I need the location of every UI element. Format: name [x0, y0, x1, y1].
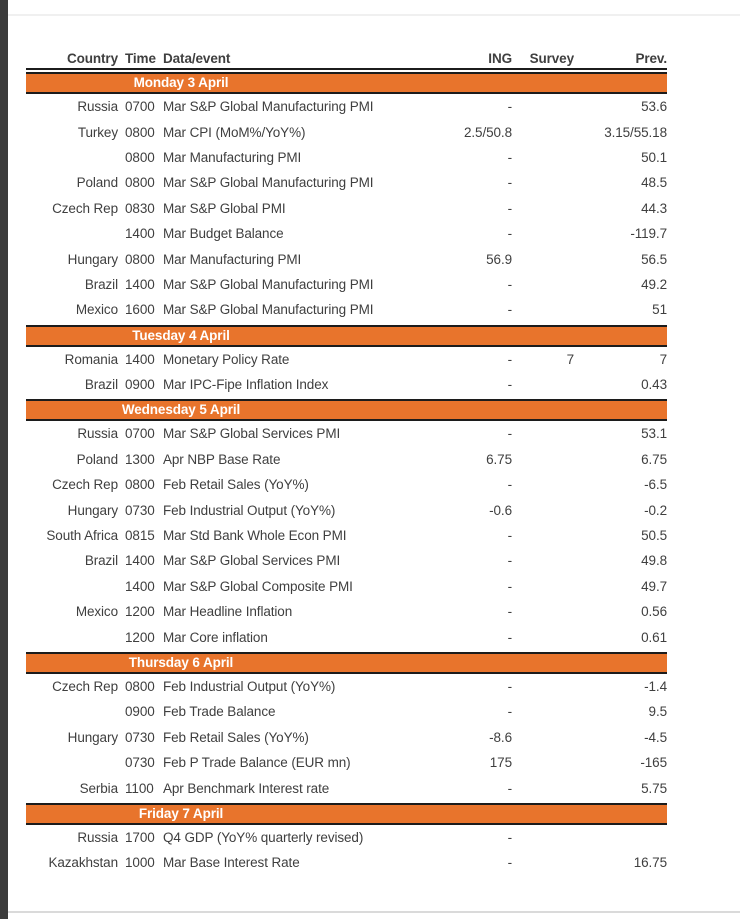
cell-previous: 16.75 [633, 855, 667, 871]
day-banner-label: Friday 7 April [138, 805, 224, 821]
day-section [26, 325, 667, 398]
cell-ing-forecast: - [507, 679, 512, 694]
cell-time: 1400 [125, 226, 155, 242]
cell-previous: -4.5 [644, 729, 667, 745]
cell-event: Mar S&P Global Manufacturing PMI [163, 302, 374, 318]
cell-time: 1400 [125, 578, 155, 594]
cell-country: Mexico [75, 302, 118, 318]
cell-time: 0730 [125, 729, 155, 745]
cell-previous: -119.7 [630, 226, 667, 242]
cell-country: Kazakhstan [48, 855, 118, 871]
cell-previous: 53.6 [641, 99, 667, 115]
day-rows [26, 825, 667, 876]
cell-time: 1700 [125, 829, 155, 845]
cell-previous: 48.5 [641, 175, 667, 191]
day-banner-label: Monday 3 April [133, 75, 229, 90]
cell-previous: 51 [652, 302, 667, 318]
cell-previous: 50.5 [641, 528, 667, 544]
cell-previous: 0.43 [641, 377, 667, 393]
table-header-row [26, 48, 667, 70]
cell-country: South Africa [46, 528, 118, 544]
cell-time: 1100 [125, 780, 154, 796]
economic-calendar-table [26, 48, 667, 876]
table-row [26, 297, 667, 322]
cell-country: Czech Rep [52, 200, 118, 216]
cell-ing-forecast: - [507, 175, 512, 191]
cell-ing-forecast: - [507, 578, 512, 594]
cell-time: 0800 [125, 175, 155, 191]
cell-ing-forecast: - [507, 276, 512, 292]
cell-country: Poland [76, 451, 118, 467]
cell-event: Apr Benchmark Interest rate [163, 780, 330, 796]
cell-ing-forecast: - [507, 829, 512, 845]
cell-previous: 49.2 [641, 276, 667, 292]
cell-time: 1300 [125, 451, 155, 467]
cell-ing-forecast: - [507, 780, 512, 796]
day-banner [26, 803, 667, 825]
cell-previous: 6.75 [641, 451, 667, 467]
cell-previous: 49.7 [641, 578, 667, 594]
cell-event: Mar IPC-Fipe Inflation Index [163, 377, 329, 393]
table-row [26, 196, 667, 221]
day-rows [26, 674, 667, 801]
cell-country: Hungary [67, 729, 118, 745]
cell-event: Mar CPI (MoM%/YoY%) [163, 124, 306, 140]
cell-country: Russia [77, 99, 118, 115]
table-row [26, 347, 667, 372]
col-header-time: Time [125, 51, 156, 66]
col-header-survey: Survey [529, 51, 574, 66]
cell-time: 0800 [125, 149, 155, 165]
cell-event: Mar Headline Inflation [163, 604, 293, 620]
cell-country: Mexico [75, 604, 118, 620]
table-row [26, 699, 667, 724]
cell-ing-forecast: - [507, 604, 512, 620]
col-header-data-event: Data/event [163, 51, 231, 66]
cell-country: Hungary [67, 502, 118, 518]
cell-country: Russia [77, 426, 118, 442]
table-row [26, 372, 667, 397]
cell-country: Czech Rep [52, 477, 118, 493]
cell-event: Mar Std Bank Whole Econ PMI [163, 528, 347, 544]
cell-event: Feb Industrial Output (YoY%) [163, 502, 336, 518]
cell-country: Brazil [84, 276, 118, 292]
cell-time: 1000 [125, 855, 155, 871]
cell-event: Mar Core inflation [163, 629, 268, 645]
left-window-edge-bar [0, 0, 8, 919]
table-row [26, 421, 667, 446]
table-row [26, 548, 667, 573]
cell-event: Q4 GDP (YoY% quarterly revised) [163, 829, 364, 845]
table-row [26, 145, 667, 170]
cell-ing-forecast: 6.75 [486, 451, 512, 467]
day-section [26, 652, 667, 801]
table-row [26, 94, 667, 119]
col-header-prev: Prev. [635, 51, 667, 66]
cell-ing-forecast: - [507, 99, 512, 115]
cell-ing-forecast: - [507, 426, 512, 442]
cell-survey: 7 [566, 351, 574, 367]
table-row [26, 246, 667, 271]
cell-event: Mar S&P Global Services PMI [163, 426, 341, 442]
cell-previous: 49.8 [641, 553, 667, 569]
cell-country: Poland [76, 175, 118, 191]
cell-time: 0900 [125, 704, 155, 720]
cell-ing-forecast: 175 [489, 755, 512, 771]
table-row [26, 272, 667, 297]
cell-previous: 5.75 [641, 780, 667, 796]
cell-time: 0730 [125, 755, 155, 771]
cell-event: Feb Industrial Output (YoY%) [163, 679, 336, 694]
table-row [26, 674, 667, 699]
cell-country: Czech Rep [52, 679, 118, 694]
cell-event: Mar S&P Global Manufacturing PMI [163, 175, 374, 191]
cell-previous: 9.5 [648, 704, 667, 720]
day-banner [26, 72, 667, 94]
cell-event: Feb Retail Sales (YoY%) [163, 729, 309, 745]
cell-time: 0730 [125, 502, 155, 518]
cell-ing-forecast: - [507, 855, 512, 871]
cell-ing-forecast: - [507, 704, 512, 720]
day-rows [26, 347, 667, 398]
day-banner-label: Thursday 6 April [128, 654, 234, 670]
top-divider-rule [8, 14, 740, 16]
day-section [26, 803, 667, 876]
cell-ing-forecast: - [507, 477, 512, 493]
cell-event: Mar S&P Global PMI [163, 200, 286, 216]
day-sections-container [26, 72, 667, 876]
cell-country: Romania [64, 351, 118, 367]
cell-previous: -6.5 [644, 477, 667, 493]
cell-previous: 0.61 [641, 629, 667, 645]
cell-ing-forecast: -8.6 [489, 729, 512, 745]
cell-time: 0800 [125, 477, 155, 493]
cell-ing-forecast: - [507, 629, 512, 645]
cell-ing-forecast: -0.6 [489, 502, 512, 518]
table-row [26, 850, 667, 875]
cell-event: Mar S&P Global Services PMI [163, 553, 341, 569]
day-banner [26, 652, 667, 674]
cell-event: Mar Manufacturing PMI [163, 149, 302, 165]
col-header-country: Country [66, 51, 118, 66]
cell-time: 1400 [125, 276, 155, 292]
day-banner [26, 325, 667, 347]
cell-ing-forecast: 56.9 [486, 251, 512, 267]
cell-event: Feb P Trade Balance (EUR mn) [163, 755, 351, 771]
cell-ing-forecast: - [507, 553, 512, 569]
cell-event: Feb Retail Sales (YoY%) [163, 477, 309, 493]
day-rows [26, 94, 667, 323]
table-row [26, 825, 667, 850]
table-row [26, 750, 667, 775]
table-row [26, 574, 667, 599]
cell-country: Turkey [77, 124, 118, 140]
cell-time: 0830 [125, 200, 155, 216]
cell-previous: 44.3 [641, 200, 667, 216]
table-row [26, 119, 667, 144]
cell-previous: -1.4 [644, 679, 667, 694]
cell-event: Mar Budget Balance [163, 226, 284, 242]
cell-previous: 0.56 [641, 604, 667, 620]
cell-time: 1200 [125, 629, 155, 645]
cell-ing-forecast: - [507, 302, 512, 318]
cell-ing-forecast: - [507, 226, 512, 242]
day-section [26, 72, 667, 323]
cell-event: Mar Base Interest Rate [163, 855, 300, 871]
table-row [26, 725, 667, 750]
table-row [26, 624, 667, 649]
table-row [26, 523, 667, 548]
cell-previous: 56.5 [641, 251, 667, 267]
table-row [26, 775, 667, 800]
day-banner-label: Wednesday 5 April [121, 402, 241, 418]
bottom-divider-rule [8, 911, 740, 913]
cell-time: 1200 [125, 604, 155, 620]
cell-time: 0900 [125, 377, 155, 393]
cell-ing-forecast: - [507, 528, 512, 544]
col-header-ing: ING [488, 51, 512, 66]
cell-event: Mar S&P Global Composite PMI [163, 578, 353, 594]
cell-event: Apr NBP Base Rate [163, 451, 281, 467]
table-row [26, 170, 667, 195]
cell-time: 0700 [125, 99, 155, 115]
day-section [26, 399, 667, 650]
table-row [26, 497, 667, 522]
cell-previous: 53.1 [641, 426, 667, 442]
cell-country: Russia [77, 829, 118, 845]
cell-time: 1400 [125, 553, 155, 569]
cell-event: Mar Manufacturing PMI [163, 251, 302, 267]
cell-ing-forecast: - [507, 377, 512, 393]
cell-country: Hungary [67, 251, 118, 267]
cell-time: 0800 [125, 124, 155, 140]
cell-country: Brazil [84, 553, 118, 569]
cell-time: 0800 [125, 679, 155, 694]
cell-previous: 3.15/55.18 [604, 124, 667, 140]
cell-ing-forecast: - [507, 200, 512, 216]
table-row [26, 221, 667, 246]
table-row [26, 447, 667, 472]
cell-country: Brazil [84, 377, 118, 393]
cell-time: 0800 [125, 251, 155, 267]
table-row [26, 599, 667, 624]
cell-ing-forecast: 2.5/50.8 [464, 124, 512, 140]
cell-event: Mar S&P Global Manufacturing PMI [163, 276, 374, 292]
cell-event: Monetary Policy Rate [163, 351, 290, 367]
cell-previous: 50.1 [641, 149, 667, 165]
cell-ing-forecast: - [507, 149, 512, 165]
cell-ing-forecast: - [507, 351, 512, 367]
cell-previous: -165 [640, 755, 667, 771]
cell-time: 1600 [125, 302, 155, 318]
cell-time: 1400 [125, 351, 155, 367]
cell-event: Mar S&P Global Manufacturing PMI [163, 99, 374, 115]
cell-previous: 7 [659, 351, 667, 367]
cell-time: 0700 [125, 426, 155, 442]
table-row [26, 472, 667, 497]
day-banner [26, 399, 667, 421]
cell-time: 0815 [125, 528, 155, 544]
cell-previous: -0.2 [644, 502, 667, 518]
cell-event: Feb Trade Balance [163, 704, 276, 720]
day-banner-label: Tuesday 4 April [132, 327, 230, 343]
cell-country: Serbia [79, 780, 118, 796]
day-rows [26, 421, 667, 650]
